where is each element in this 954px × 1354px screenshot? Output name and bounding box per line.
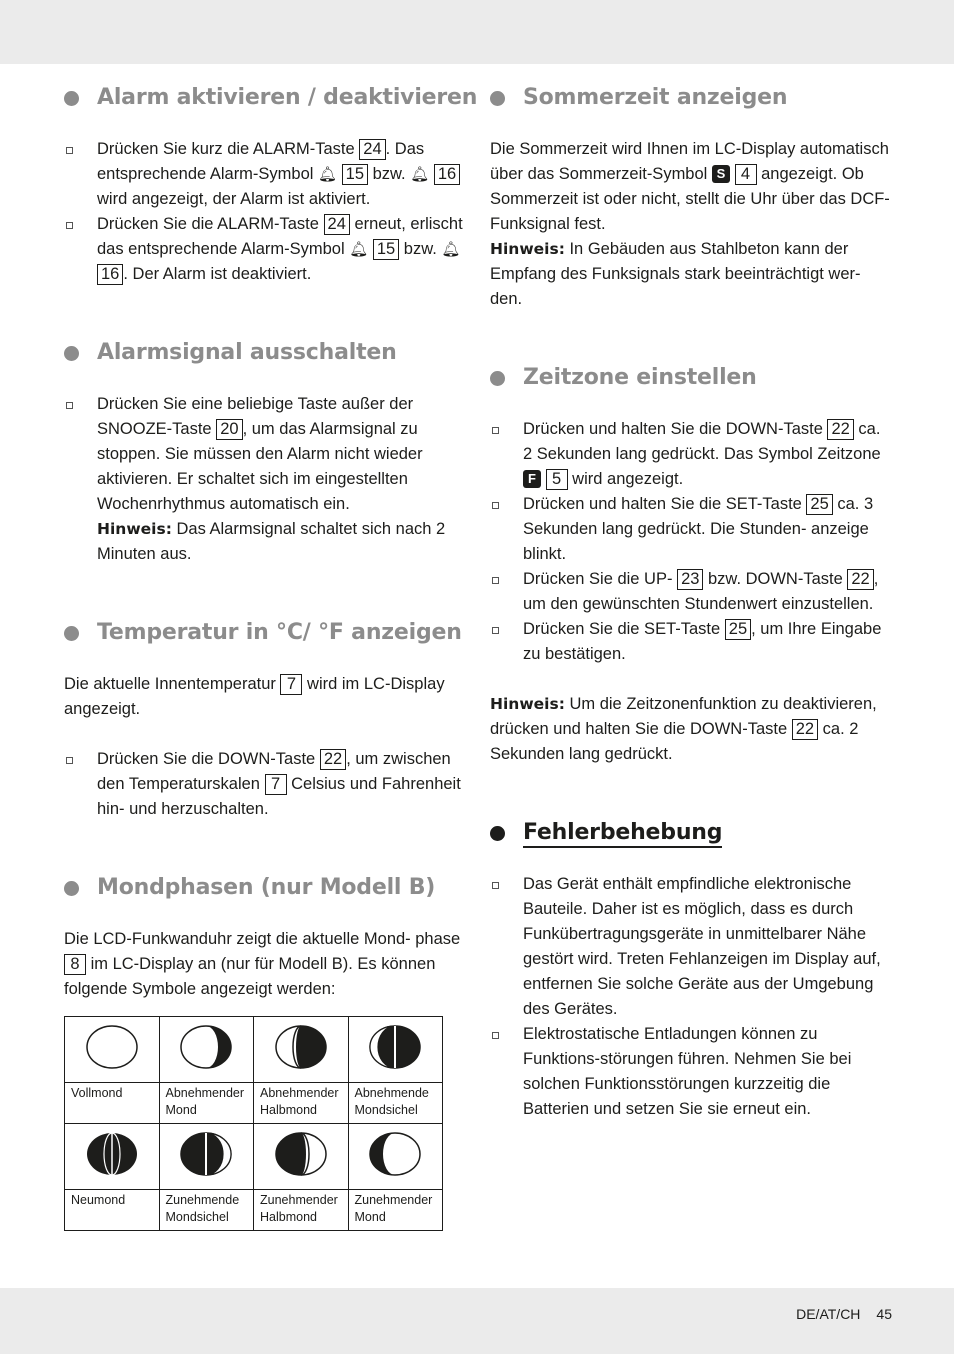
heading-text: Fehlerbehebung xyxy=(523,820,722,848)
checkbox-square-icon xyxy=(66,222,73,229)
alarm-bell-icon: 🔔︎ xyxy=(349,241,369,258)
bullet-dot-icon xyxy=(490,371,505,386)
time-zone-list xyxy=(490,417,892,667)
ref-number: 16 xyxy=(434,164,460,185)
list-item xyxy=(64,212,466,287)
note-label: Hinweis: xyxy=(490,240,565,258)
bullet-dot-icon xyxy=(64,626,79,641)
ref-number: 24 xyxy=(359,139,385,160)
note-text: In Gebäuden aus Stahlbeton kann der Empfang des Funksignals stark beeinträchtigt wer- den. xyxy=(490,240,861,308)
text: wird angezeigt, der Alarm ist aktiviert. xyxy=(97,190,371,208)
text: Drücken Sie die DOWN-Taste xyxy=(97,750,320,768)
ref-number: 22 xyxy=(320,749,346,770)
troubleshooting-list xyxy=(490,872,892,1122)
text: Die aktuelle Innentemperatur xyxy=(64,675,281,693)
text: Drücken und halten Sie die SET-Taste xyxy=(523,495,807,513)
ref-number: 7 xyxy=(265,774,287,795)
section-alarm-signal-off xyxy=(64,335,466,567)
ref-number: 4 xyxy=(735,164,757,185)
region-label: DE/AT/CH xyxy=(796,1306,861,1322)
section-alarm-toggle xyxy=(64,80,478,287)
text: Drücken Sie eine beliebige Taste außer der SNOOZE-Taste xyxy=(97,395,414,438)
ref-number: 5 xyxy=(546,469,568,490)
heading-text: Temperatur in °C/ °F anzeigen xyxy=(97,620,462,645)
moon-label: Zunehmender Mond xyxy=(348,1190,443,1231)
note-text: ca. 2 Sekunden lang gedrückt. xyxy=(490,720,859,763)
list-item xyxy=(64,392,466,567)
note-label: Hinweis: xyxy=(490,695,565,713)
temperature-intro xyxy=(64,672,466,722)
ref-number: 15 xyxy=(373,239,399,260)
ref-number: 22 xyxy=(792,719,818,740)
text: Drücken Sie die SET-Taste xyxy=(523,620,725,638)
checkbox-square-icon xyxy=(492,882,499,889)
waning-crescent-icon xyxy=(368,1024,422,1070)
bullet-dot-icon xyxy=(64,881,79,896)
page-footer xyxy=(796,1306,892,1322)
heading-text: Alarm aktivieren / deaktivieren xyxy=(97,85,478,110)
moon-label: Abnehmender Mond xyxy=(159,1083,254,1124)
summer-time-symbol-icon: S xyxy=(712,165,730,183)
checkbox-square-icon xyxy=(492,427,499,434)
moon-label: Neumond xyxy=(65,1190,160,1231)
section-troubleshooting xyxy=(490,815,892,1122)
text: angezeigt. Ob Sommerzeit ist oder nicht, stellt die Uhr über das DCF-Funksignal fest. xyxy=(490,165,890,233)
moon-cell xyxy=(65,1017,160,1083)
text: bzw. xyxy=(368,165,411,183)
text: Drücken Sie die ALARM-Taste xyxy=(97,215,324,233)
alarm-bell-icon: 🔔︎ xyxy=(410,166,430,183)
daylight-saving-text xyxy=(490,137,892,312)
full-moon-icon xyxy=(85,1024,139,1070)
checkbox-square-icon xyxy=(66,147,73,154)
waning-moon-icon xyxy=(179,1024,233,1070)
list-item xyxy=(490,872,892,1022)
bullet-dot-icon xyxy=(490,91,505,106)
text: Drücken und halten Sie die DOWN-Taste xyxy=(523,420,828,438)
ref-number: 24 xyxy=(324,214,350,235)
heading-text: Alarmsignal ausschalten xyxy=(97,340,397,365)
heading-text: Zeitzone einstellen xyxy=(523,365,757,390)
text: . Das entsprechende Alarm-Symbol xyxy=(97,140,425,183)
text: . Der Alarm ist deaktiviert. xyxy=(123,265,312,283)
ref-number: 22 xyxy=(847,569,873,590)
text: ca. 2 Sekunden lang gedrückt. Das Symbol Zeitzone xyxy=(523,420,881,463)
heading-troubleshooting xyxy=(490,815,892,851)
moon-intro xyxy=(64,927,466,1002)
section-daylight-saving xyxy=(490,80,892,312)
new-moon-icon xyxy=(85,1131,139,1177)
waning-half-moon-icon xyxy=(274,1024,328,1070)
checkbox-square-icon xyxy=(492,1032,499,1039)
moon-cell xyxy=(348,1017,443,1083)
list-item xyxy=(490,1022,892,1122)
ref-number: 8 xyxy=(64,954,86,975)
checkbox-square-icon xyxy=(492,502,499,509)
text: bzw. xyxy=(399,240,442,258)
alarm-steps-list xyxy=(64,137,466,287)
moon-cell xyxy=(254,1017,349,1083)
checkbox-square-icon xyxy=(492,627,499,634)
text: , um zwischen den Temperaturskalen xyxy=(97,750,451,793)
text: Elektrostatische Entladungen können zu Funktions-störungen führen. Nehmen Sie bei solchen Funktionsstörungen kurzzeitig die Batterien und setzen Sie sie erneut ein. xyxy=(523,1025,852,1118)
text: Die Sommerzeit wird Ihnen im LC-Display automatisch über das Sommerzeit-Symbol xyxy=(490,140,889,183)
left-column xyxy=(64,80,478,1002)
text: wird im LC-Display angezeigt. xyxy=(64,675,445,718)
moon-cell xyxy=(159,1017,254,1083)
ref-number: 25 xyxy=(806,494,832,515)
waxing-half-moon-icon xyxy=(274,1131,328,1177)
ref-number: 7 xyxy=(280,674,302,695)
moon-label: Abnehmende Mondsichel xyxy=(348,1083,443,1124)
moon-phase-table xyxy=(64,1016,443,1231)
right-column xyxy=(490,80,892,1122)
list-item xyxy=(64,747,466,822)
text: bzw. DOWN-Taste xyxy=(703,570,848,588)
text: wird angezeigt. xyxy=(567,470,684,488)
heading-temperature xyxy=(64,615,466,651)
heading-text: Sommerzeit anzeigen xyxy=(523,85,788,110)
moon-cell xyxy=(159,1124,254,1190)
ref-number: 23 xyxy=(677,569,703,590)
section-time-zone xyxy=(490,360,892,767)
bullet-dot-icon xyxy=(490,826,505,841)
alarm-bell-icon: 🔔︎ xyxy=(441,241,461,258)
heading-moon-phases xyxy=(64,870,466,906)
ref-number: 25 xyxy=(725,619,751,640)
list-item xyxy=(490,567,892,617)
page-number: 45 xyxy=(876,1306,892,1322)
alarm-signal-list xyxy=(64,392,466,567)
moon-cell xyxy=(254,1124,349,1190)
moon-cell xyxy=(348,1124,443,1190)
list-item xyxy=(490,492,892,567)
moon-label: Vollmond xyxy=(65,1083,160,1124)
text: ca. 3 Sekunden lang gedrückt. Die Stunden- anzeige blinkt. xyxy=(523,495,874,563)
time-zone-note xyxy=(490,692,892,767)
text: Celsius und Fahrenheit hin- und herzuschalten. xyxy=(97,775,461,818)
header-band xyxy=(0,0,954,64)
moon-label: Abnehmender Halbmond xyxy=(254,1083,349,1124)
heading-alarm-toggle xyxy=(64,80,478,116)
moon-label: Zunehmender Halbmond xyxy=(254,1190,349,1231)
note-label: Hinweis: xyxy=(97,520,172,538)
section-moon-phases xyxy=(64,870,466,1002)
text: , um das Alarmsignal zu stoppen. Sie müssen den Alarm nicht wieder aktivieren. Er schaltet sich im eingestellten Wochenrhythmus automatisch ein. xyxy=(97,420,423,513)
waxing-crescent-icon xyxy=(179,1131,233,1177)
heading-time-zone xyxy=(490,360,892,396)
section-temperature xyxy=(64,615,466,822)
ref-number: 20 xyxy=(216,419,242,440)
text: , um den gewünschten Stundenwert einzustellen. xyxy=(523,570,879,613)
text: Drücken Sie kurz die ALARM-Taste xyxy=(97,140,360,158)
text: erneut, erlischt das entsprechende Alarm-Symbol xyxy=(97,215,463,258)
ref-number: 22 xyxy=(827,419,853,440)
note-text: Um die Zeitzonenfunktion zu deaktivieren, drücken und halten Sie die DOWN-Taste xyxy=(490,695,877,738)
checkbox-square-icon xyxy=(66,402,73,409)
text: , um Ihre Eingabe zu bestätigen. xyxy=(523,620,882,663)
ref-number: 15 xyxy=(342,164,368,185)
heading-daylight-saving xyxy=(490,80,892,116)
moon-label: Zunehmende Mondsichel xyxy=(159,1190,254,1231)
text: Die LCD-Funkwanduhr zeigt die aktuelle Mond- phase xyxy=(64,930,461,948)
heading-text: Mondphasen (nur Modell B) xyxy=(97,875,436,900)
alarm-bell-icon: 🔔︎ xyxy=(318,166,338,183)
list-item xyxy=(64,137,466,212)
note-text: Das Alarmsignal schaltet sich nach 2 Minuten aus. xyxy=(97,520,446,563)
text: Drücken Sie die UP- xyxy=(523,570,678,588)
list-item xyxy=(490,617,892,667)
waxing-moon-icon xyxy=(368,1131,422,1177)
heading-alarm-signal-off xyxy=(64,335,466,371)
text: Das Gerät enthält empfindliche elektronische Bauteile. Daher ist es möglich, dass es durch Funkübertragungsgeräte in unmittelbarer Nähe gestört wird. Treten Fehlanzeigen im Display auf, entfernen Sie solche Geräte aus der Umgebung des Gerätes. xyxy=(523,875,881,1018)
bullet-dot-icon xyxy=(64,91,79,106)
list-item xyxy=(490,417,892,492)
checkbox-square-icon xyxy=(66,757,73,764)
time-zone-symbol-icon: F xyxy=(523,470,541,488)
text: im LC-Display an (nur für Modell B). Es können folgende Symbole angezeigt werden: xyxy=(64,955,436,998)
moon-cell xyxy=(65,1124,160,1190)
checkbox-square-icon xyxy=(492,577,499,584)
ref-number: 16 xyxy=(97,264,123,285)
bullet-dot-icon xyxy=(64,346,79,361)
temperature-list xyxy=(64,747,466,822)
